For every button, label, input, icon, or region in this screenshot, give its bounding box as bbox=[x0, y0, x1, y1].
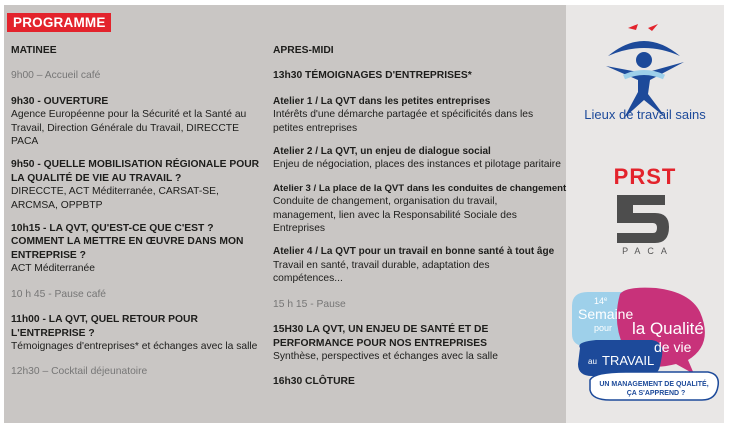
pause-cafe: 10 h 45 - Pause café bbox=[11, 288, 107, 300]
prst-s-icon bbox=[615, 191, 670, 246]
figure-icon bbox=[606, 24, 684, 118]
au-word: au bbox=[588, 357, 597, 366]
atelier2-title: Atelier 2 / La QVT, un enjeu de dialogue social bbox=[273, 146, 491, 158]
semaine-number: 14e bbox=[594, 296, 608, 306]
apres-midi-column bbox=[273, 44, 567, 389]
atelier4-text: Travail en santé, travail durable, adaptation des compétences... bbox=[273, 259, 490, 285]
accueil-item: 9h00 – Accueil café bbox=[11, 70, 101, 82]
slogan-line-2: ÇA S'APPREND ? bbox=[626, 390, 686, 397]
atelier1-title: Atelier 1 / La QVT dans les petites entreprises bbox=[273, 95, 491, 107]
slogan-line-1: UN MANAGEMENT DE QUALITÉ, bbox=[599, 381, 709, 388]
mobilisation-text: DIRECCTE, ACT Méditerranée, CARSAT-SE, ARCMSA, OPPBTP bbox=[11, 186, 219, 211]
matinee-heading: MATINEE bbox=[11, 45, 57, 56]
prst-logo-text: PRST bbox=[613, 164, 677, 189]
mobilisation-title: 9h50 - QUELLE MOBILISATION RÉGIONALE POUR LA QUALITÉ DE VIE AU TRAVAIL ? bbox=[11, 159, 260, 184]
retour-text: Témoignages d'entreprises* et échanges avec la salle bbox=[11, 340, 258, 352]
semaine-qvt-logo bbox=[566, 286, 724, 416]
enjeu-title: 15H30 LA QVT, UN ENJEU DE SANTÉ ET DE PERFORMANCE POUR NOS ENTREPRISES bbox=[273, 324, 489, 349]
cocktail-item: 12h30 – Cocktail déjeunatoire bbox=[11, 366, 148, 378]
ouverture-title: 9h30 - OUVERTURE bbox=[11, 95, 109, 107]
pour-word: pour bbox=[594, 323, 613, 333]
qvt-definition-text: ACT Méditerranée bbox=[11, 263, 95, 275]
de-vie-word: de vie bbox=[654, 339, 692, 355]
atelier4-title: Atelier 4 / La QVT pour un travail en bonne santé à tout âge bbox=[273, 246, 555, 258]
qualite-word: la Qualité bbox=[632, 319, 704, 338]
qvt-definition-title: 10h15 - LA QVT, QU'EST-CE QUE C'EST ? COMMENT LA METTRE EN ŒUVRE DANS MON ENTREPRISE ? bbox=[11, 223, 244, 261]
enjeu-text: Synthèse, perspectives et échanges avec la salle bbox=[273, 350, 498, 362]
cloture-item: 16h30 CLÔTURE bbox=[273, 376, 355, 388]
atelier3-text: Conduite de changement, organisation du travail, management, lien avec la Responsabilité Sociale des Entreprises bbox=[273, 196, 517, 235]
ouverture-text: Agence Européenne pour la Sécurité et la Santé au Travail, Direction Générale du Travail, DIRECCTE PACA bbox=[11, 109, 247, 148]
retour-title: 11h00 - LA QVT, QUEL RETOUR POUR L'ENTREPRISE ? bbox=[11, 314, 198, 339]
semaine-word: Semaine bbox=[578, 306, 634, 322]
atelier1-text: Intérêts d'une démarche partagée et spécificités dans les petites entreprises bbox=[273, 109, 534, 134]
atelier2-text: Enjeu de négociation, places des instances et pilotage paritaire bbox=[273, 159, 561, 171]
matinee-column bbox=[11, 44, 261, 379]
apres-midi-heading: APRES-MIDI bbox=[273, 45, 334, 56]
travail-word: TRAVAIL bbox=[602, 353, 655, 368]
programme-banner: PROGRAMME bbox=[7, 13, 111, 32]
paca-logo-text: PACA bbox=[622, 246, 674, 256]
atelier3-title: Atelier 3 / La place de la QVT dans les conduites de changement bbox=[273, 182, 567, 194]
temoignages-title: 13h30 TÉMOIGNAGES D'ENTREPRISES* bbox=[273, 70, 472, 82]
lieux-logo-text: Lieux de travail sains bbox=[584, 107, 706, 122]
pause-apres-midi: 15 h 15 - Pause bbox=[273, 298, 346, 310]
